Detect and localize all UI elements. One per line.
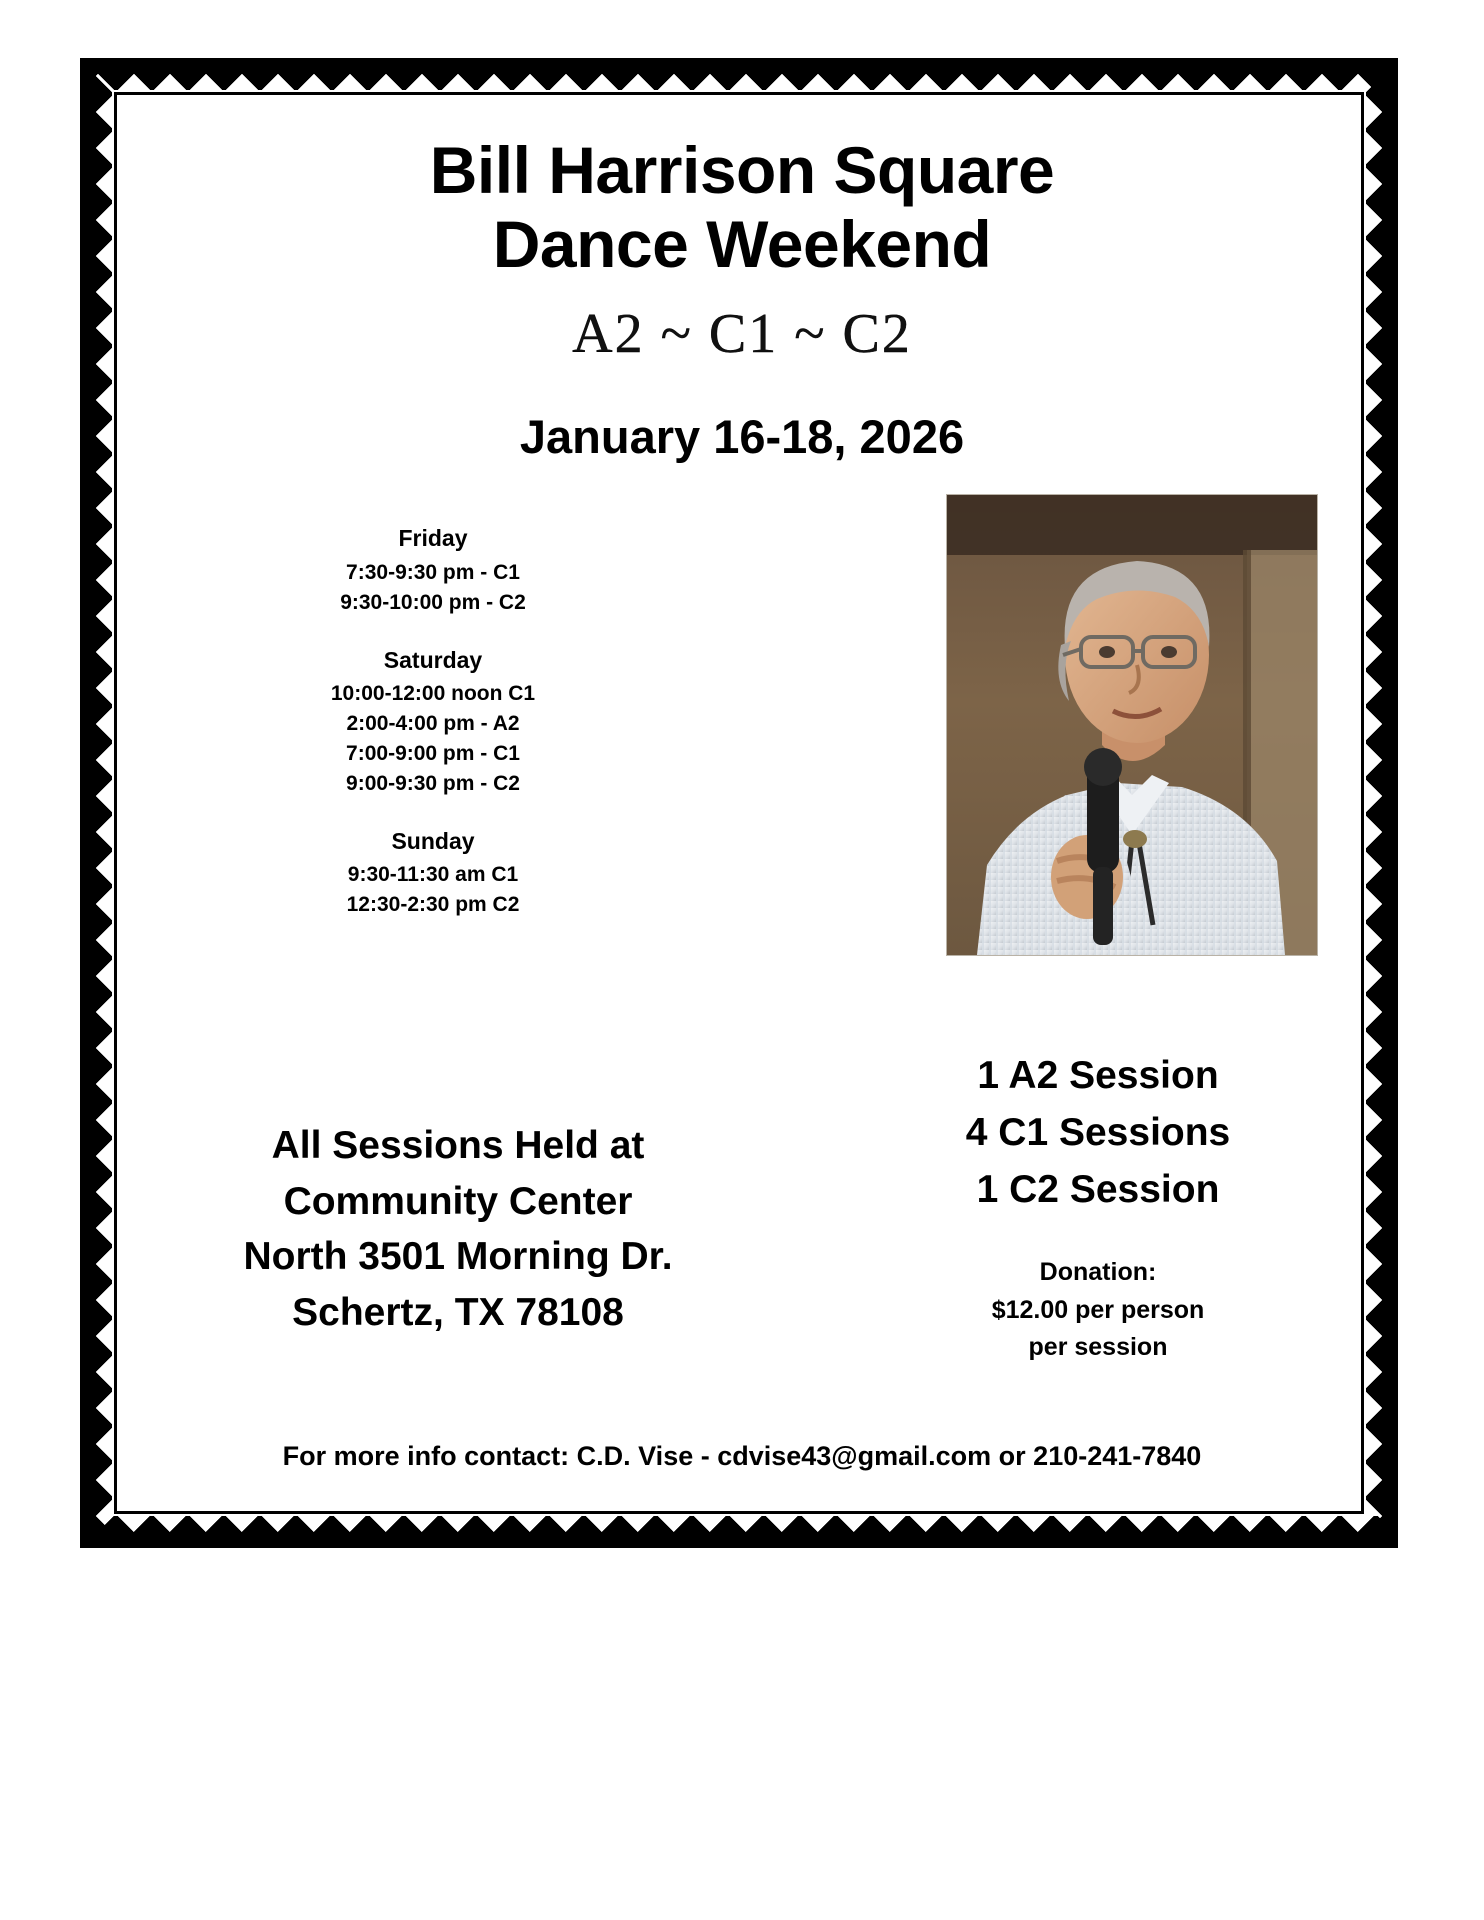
- zigzag-bottom-icon: [80, 1516, 1398, 1548]
- details-section: [118, 1048, 1366, 1378]
- schedule-block-sunday: [268, 825, 598, 920]
- schedule-block-saturday: [268, 644, 598, 799]
- zigzag-left-icon: [80, 58, 112, 1548]
- schedule-row: 9:30-11:30 am C1: [347, 863, 519, 887]
- event-date: January 16-18, 2026: [519, 410, 965, 464]
- venue-address: [178, 1118, 738, 1340]
- donation-amount: $12.00 per person: [991, 1295, 1205, 1324]
- schedule-block-friday: [268, 522, 598, 617]
- session-summary: [908, 1048, 1288, 1366]
- schedule-row: 7:30-9:30 pm - C1: [346, 561, 520, 585]
- title-line-2: Dance Weekend: [492, 206, 992, 281]
- venue-line: Schertz, TX 78108: [292, 1290, 624, 1334]
- page-title: [118, 134, 1366, 282]
- schedule-row: 9:00-9:30 pm - C2: [346, 771, 520, 795]
- schedule-list: [268, 522, 598, 919]
- schedule-day-label: Friday: [398, 525, 468, 552]
- schedule-day-label: Saturday: [383, 646, 483, 673]
- contact-info: For more info contact: C.D. Vise - cdvise43@gmail.com or 210-241-7840: [282, 1441, 1202, 1471]
- zigzag-top-icon: [80, 58, 1398, 90]
- donation-label: Donation:: [1039, 1258, 1157, 1287]
- title-line-1: Bill Harrison Square: [429, 133, 1055, 207]
- schedule-day-label: Sunday: [391, 827, 475, 854]
- caller-photo-image: [947, 495, 1317, 955]
- venue-line: All Sessions Held at: [271, 1124, 645, 1168]
- session-count-line: 1 A2 Session: [977, 1054, 1219, 1098]
- schedule-row: 10:00-12:00 noon C1: [330, 682, 536, 706]
- zigzag-right-icon: [1366, 58, 1398, 1548]
- schedule-and-photo-section: [118, 494, 1366, 1004]
- flyer-content: [118, 96, 1366, 1516]
- schedule-row: 2:00-4:00 pm - A2: [346, 712, 520, 736]
- caller-photo: [946, 494, 1318, 956]
- schedule-row: 12:30-2:30 pm C2: [346, 893, 520, 917]
- venue-line: Community Center: [283, 1179, 633, 1223]
- venue-line: North 3501 Morning Dr.: [243, 1235, 673, 1279]
- dance-levels-subtitle: A2 ~ C1 ~ C2: [572, 302, 912, 365]
- session-count-line: 4 C1 Sessions: [965, 1110, 1231, 1154]
- schedule-row: 7:00-9:00 pm - C1: [346, 741, 520, 765]
- donation-info: [908, 1254, 1288, 1367]
- donation-unit: per session: [1028, 1333, 1168, 1362]
- session-count-line: 1 C2 Session: [976, 1167, 1220, 1211]
- schedule-row: 9:30-10:00 pm - C2: [340, 590, 526, 614]
